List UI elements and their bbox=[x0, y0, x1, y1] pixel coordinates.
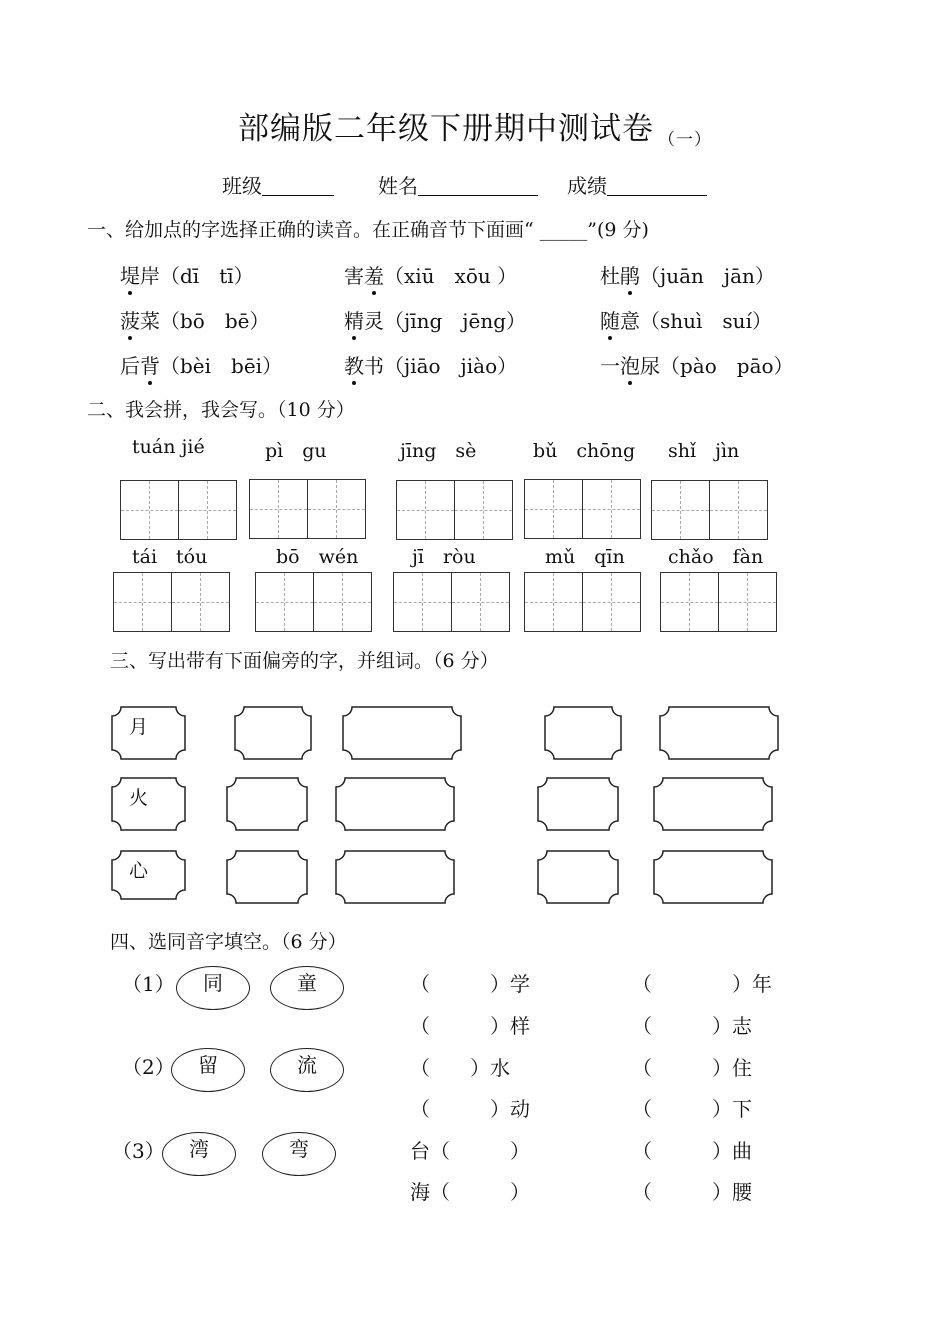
grid-guide bbox=[394, 602, 451, 603]
dotted-char: 菠 bbox=[120, 309, 140, 333]
word-oval bbox=[171, 1048, 245, 1092]
fill-blank[interactable]: （ ）水 bbox=[410, 1056, 510, 1080]
grid-cell[interactable] bbox=[710, 481, 768, 539]
word-oval bbox=[262, 1132, 336, 1176]
fill-blank[interactable]: （ ）曲 bbox=[632, 1139, 752, 1163]
frame-path bbox=[112, 707, 185, 759]
frame-outline bbox=[537, 777, 619, 831]
frame-outline bbox=[226, 850, 308, 904]
dotted-char: 堤 bbox=[120, 264, 140, 288]
grid-cell[interactable] bbox=[179, 481, 237, 539]
pinyin: pì gu bbox=[265, 440, 327, 462]
writing-grid[interactable] bbox=[524, 572, 641, 632]
pinyin-options[interactable]: （pào pāo） bbox=[660, 354, 794, 378]
radical-label: 火 bbox=[129, 787, 149, 809]
grid-cell[interactable] bbox=[661, 573, 719, 631]
reading-item bbox=[120, 350, 282, 379]
answer-frame[interactable] bbox=[537, 777, 619, 831]
pinyin: chǎo fàn bbox=[668, 546, 764, 568]
pinyin: mǔ qīn bbox=[545, 546, 625, 568]
char: 后 bbox=[120, 354, 140, 378]
grid-guide bbox=[256, 602, 313, 603]
pinyin-options[interactable]: （juān jān） bbox=[640, 264, 775, 288]
grid-guide bbox=[172, 602, 230, 603]
char: 书 bbox=[364, 354, 384, 378]
writing-grid[interactable] bbox=[524, 479, 641, 539]
score-blank[interactable] bbox=[607, 175, 707, 196]
frame-path bbox=[112, 778, 185, 830]
class-label: 班级 bbox=[222, 174, 262, 198]
char: 灵 bbox=[364, 309, 384, 333]
dotted-char: 随 bbox=[600, 309, 620, 333]
grid-guide bbox=[452, 602, 510, 603]
pinyin: jī ròu bbox=[412, 546, 476, 568]
reading-item bbox=[600, 350, 794, 379]
frame-outline bbox=[226, 777, 308, 831]
fill-blank[interactable]: （ ）样 bbox=[410, 1014, 530, 1038]
word-oval bbox=[162, 1132, 236, 1176]
grid-guide bbox=[583, 509, 641, 510]
grid-guide bbox=[121, 510, 178, 511]
grid-guide bbox=[397, 510, 454, 511]
frame-path bbox=[660, 707, 778, 759]
class-field[interactable] bbox=[222, 170, 334, 199]
grid-cell[interactable] bbox=[525, 573, 583, 631]
frame-path bbox=[538, 851, 618, 903]
answer-frame[interactable] bbox=[537, 850, 619, 904]
radical-frame bbox=[111, 850, 186, 900]
group-number: （1） bbox=[122, 972, 175, 996]
frame-outline bbox=[111, 777, 186, 831]
pinyin: tuán jié bbox=[132, 436, 205, 458]
word-oval bbox=[270, 1048, 344, 1092]
section4-heading: 四、选同音字填空。（6 分） bbox=[110, 931, 347, 953]
char: 菜 bbox=[140, 309, 160, 333]
fill-blank[interactable]: （ ）动 bbox=[410, 1097, 530, 1121]
pinyin-options[interactable]: （xiū xōu ） bbox=[384, 264, 518, 288]
answer-frame[interactable] bbox=[342, 706, 462, 760]
section2-heading: 二、我会拼，我会写。（10 分） bbox=[87, 399, 355, 421]
answer-frame[interactable] bbox=[226, 850, 308, 904]
dotted-char: 羞 bbox=[364, 264, 384, 288]
frame-outline bbox=[342, 706, 462, 760]
writing-grid[interactable] bbox=[660, 572, 777, 632]
frame-outline bbox=[111, 706, 186, 760]
word-oval bbox=[270, 966, 344, 1010]
dotted-char: 背 bbox=[140, 354, 160, 378]
fill-blank[interactable]: （ ）年 bbox=[632, 972, 772, 996]
fill-blank[interactable]: 台（ ） bbox=[410, 1139, 530, 1163]
frame-path bbox=[227, 851, 307, 903]
grid-guide bbox=[314, 602, 372, 603]
radical-label: 月 bbox=[129, 716, 149, 738]
word-choice: 弯 bbox=[289, 1137, 309, 1161]
pinyin-options[interactable]: （bō bē） bbox=[160, 309, 270, 333]
word-choice: 流 bbox=[297, 1053, 317, 1077]
class-blank[interactable] bbox=[262, 175, 334, 196]
char: 意 bbox=[620, 309, 640, 333]
char: 害 bbox=[344, 264, 364, 288]
fill-blank[interactable]: （ ）腰 bbox=[632, 1180, 752, 1204]
name-label: 姓名 bbox=[378, 174, 418, 198]
answer-frame[interactable] bbox=[335, 777, 455, 831]
frame-path bbox=[343, 707, 461, 759]
reading-item bbox=[120, 260, 254, 289]
page-title bbox=[0, 103, 950, 150]
reading-item bbox=[344, 305, 526, 334]
word-choice: 留 bbox=[198, 1053, 218, 1077]
frame-outline bbox=[653, 777, 773, 831]
radical-frame bbox=[111, 706, 186, 760]
frame-path bbox=[235, 707, 311, 759]
grid-guide bbox=[652, 510, 709, 511]
title-text: 部编版二年级下册期中测试卷 bbox=[238, 111, 654, 147]
grid-guide bbox=[583, 602, 641, 603]
group-number: （3） bbox=[112, 1139, 165, 1163]
grid-cell[interactable] bbox=[394, 573, 452, 631]
writing-grid[interactable] bbox=[396, 480, 513, 540]
pinyin: jīng sè bbox=[400, 440, 477, 462]
score-label: 成绩 bbox=[567, 174, 607, 198]
pinyin-options[interactable]: （bèi bēi） bbox=[160, 354, 283, 378]
pinyin: bǔ chōng bbox=[533, 440, 636, 462]
answer-frame[interactable] bbox=[544, 706, 622, 760]
reading-item bbox=[600, 260, 775, 289]
writing-grid[interactable] bbox=[255, 572, 372, 632]
grid-cell[interactable] bbox=[525, 480, 583, 538]
frame-path bbox=[112, 851, 185, 899]
grid-cell[interactable] bbox=[114, 573, 172, 631]
frame-path bbox=[336, 851, 454, 903]
grid-cell[interactable] bbox=[250, 480, 308, 538]
frame-path bbox=[654, 851, 772, 903]
word-choice: 湾 bbox=[189, 1137, 209, 1161]
grid-guide bbox=[308, 509, 366, 510]
grid-guide bbox=[455, 510, 513, 511]
frame-path bbox=[336, 778, 454, 830]
char: 岸 bbox=[140, 264, 160, 288]
dotted-char: 鹃 bbox=[620, 264, 640, 288]
answer-frame[interactable] bbox=[653, 777, 773, 831]
word-choice: 同 bbox=[203, 971, 223, 995]
answer-frame[interactable] bbox=[335, 850, 455, 904]
fill-blank[interactable]: 海（ ） bbox=[410, 1180, 530, 1204]
fill-blank[interactable]: （ ）住 bbox=[632, 1056, 752, 1080]
reading-item bbox=[344, 260, 517, 289]
pinyin-options[interactable]: （shuì suí） bbox=[640, 309, 772, 333]
pinyin: shǐ jìn bbox=[668, 440, 740, 462]
grid-cell[interactable] bbox=[314, 573, 372, 631]
grid-guide bbox=[179, 510, 237, 511]
grid-cell[interactable] bbox=[308, 480, 366, 538]
writing-grid[interactable] bbox=[651, 480, 768, 540]
grid-cell[interactable] bbox=[719, 573, 777, 631]
writing-grid[interactable] bbox=[113, 572, 230, 632]
answer-frame[interactable] bbox=[226, 777, 308, 831]
grid-guide bbox=[710, 510, 768, 511]
frame-path bbox=[538, 778, 618, 830]
pinyin-options[interactable]: （dī tī） bbox=[160, 264, 254, 288]
fill-blank[interactable]: （ ）志 bbox=[632, 1014, 752, 1038]
frame-outline bbox=[653, 850, 773, 904]
name-field[interactable] bbox=[378, 170, 538, 199]
pinyin: bō wén bbox=[276, 546, 359, 568]
grid-guide bbox=[661, 602, 718, 603]
char: 一 bbox=[600, 354, 620, 378]
dotted-char: 教 bbox=[344, 354, 364, 378]
frame-path bbox=[227, 778, 307, 830]
pinyin: tái tóu bbox=[132, 546, 208, 568]
grid-guide bbox=[525, 602, 582, 603]
grid-guide bbox=[525, 509, 582, 510]
reading-item bbox=[344, 350, 517, 379]
grid-guide bbox=[250, 509, 307, 510]
word-oval bbox=[176, 966, 250, 1010]
grid-cell[interactable] bbox=[583, 480, 641, 538]
frame-outline bbox=[335, 850, 455, 904]
grid-cell[interactable] bbox=[583, 573, 641, 631]
section1-heading: 一、给加点的字选择正确的读音。在正确音节下面画“ _____”(9 分) bbox=[87, 219, 649, 241]
score-field[interactable] bbox=[567, 170, 707, 199]
grid-cell[interactable] bbox=[172, 573, 230, 631]
frame-outline bbox=[659, 706, 779, 760]
grid-cell[interactable] bbox=[455, 481, 513, 539]
dotted-char: 精 bbox=[344, 309, 364, 333]
writing-grid[interactable] bbox=[393, 572, 510, 632]
dotted-char: 泡 bbox=[620, 354, 640, 378]
group-number: （2） bbox=[122, 1055, 175, 1079]
char: 杜 bbox=[600, 264, 620, 288]
reading-item bbox=[120, 305, 269, 334]
grid-cell[interactable] bbox=[256, 573, 314, 631]
char: 尿 bbox=[640, 354, 660, 378]
frame-outline bbox=[544, 706, 622, 760]
frame-path bbox=[654, 778, 772, 830]
answer-frame[interactable] bbox=[659, 706, 779, 760]
pinyin-options[interactable]: （jiāo jiào） bbox=[384, 354, 518, 378]
grid-cell[interactable] bbox=[452, 573, 510, 631]
frame-outline bbox=[234, 706, 312, 760]
grid-guide bbox=[114, 602, 171, 603]
name-blank[interactable] bbox=[418, 175, 538, 196]
reading-item bbox=[600, 305, 772, 334]
writing-grid[interactable] bbox=[249, 479, 366, 539]
section3-heading: 三、写出带有下面偏旁的字，并组词。（6 分） bbox=[110, 650, 499, 672]
frame-path bbox=[545, 707, 621, 759]
fill-blank[interactable]: （ ）下 bbox=[632, 1097, 752, 1121]
radical-frame bbox=[111, 777, 186, 831]
frame-outline bbox=[111, 850, 186, 900]
grid-guide bbox=[719, 602, 777, 603]
frame-outline bbox=[335, 777, 455, 831]
fill-blank[interactable]: （ ）学 bbox=[410, 972, 530, 996]
grid-cell[interactable] bbox=[397, 481, 455, 539]
radical-label: 心 bbox=[129, 860, 149, 882]
answer-frame[interactable] bbox=[653, 850, 773, 904]
answer-frame[interactable] bbox=[234, 706, 312, 760]
pinyin-options[interactable]: （jīng jēng） bbox=[384, 309, 527, 333]
grid-cell[interactable] bbox=[121, 481, 179, 539]
word-choice: 童 bbox=[297, 971, 317, 995]
frame-outline bbox=[537, 850, 619, 904]
grid-cell[interactable] bbox=[652, 481, 710, 539]
title-suffix: （一） bbox=[658, 130, 712, 150]
writing-grid[interactable] bbox=[120, 480, 237, 540]
